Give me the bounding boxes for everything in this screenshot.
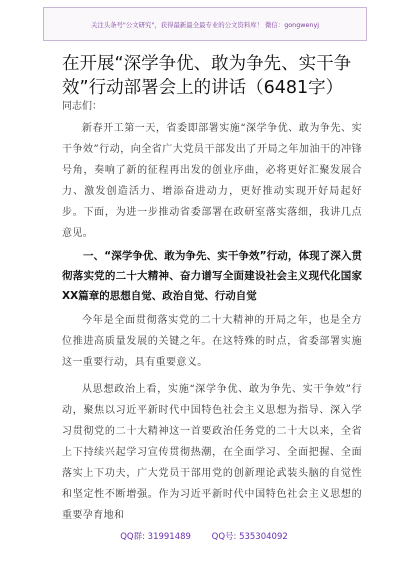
paragraph-political: 从思想政治上看，实施“深学争优、敢为争先、实干争效”行动，聚焦以习近平新时代中国特色社会主义思想为指导、深入学习贯彻党的二十大精神这一首要政治任务党的二十大以来，全省上下持续兴起学习宣传贯彻热潮，在全面学习、全面把握、全面落实上下功夫，广大党员干部用党的创新理论武装头脑的自觉性和坚定性不断增强。作为习近平新时代中国特色社会主义思想的重要孕育地和 [62,384,362,521]
document-body [62,118,362,526]
paragraph-context: 今年是全面贯彻落实党的二十大精神的开局之年，也是全方位推进高质量发展的关键之年。在这特殊的时点，省委部署实施这一重要行动，具有重要意义。 [62,315,362,368]
qq-number-text: QQ号: 535304092 [211,532,288,542]
footer-contact [0,530,408,542]
section-heading-1: 一、“深学争优、敢为争先、实干争效”行动，体现了深入贯彻落实党的二十大精神、奋力谱写全面建设社会主义现代化国家XX篇章的思想自觉、政治自觉、行动自觉 [62,250,362,302]
salutation: 同志们： [62,101,102,112]
document-title: 在开展“深学争优、敢为争先、实干争效”行动部署会上的讲话（6481字） [62,54,352,98]
qq-group-text: QQ群: 31991489 [120,532,191,542]
banner-text: 关注头条号"公文研究"，获得最新最全最专业的公文资料库！ 微信：gongwenyj [90,20,320,29]
paragraph-intro: 新春开工第一天，省委即部署实施“深学争优、敢为争先、实干争效”行动，向全省广大党员干部发出了开局之年加油干的冲锋号角，奏响了新的征程再出发的创业序曲，必将更好汇聚发展合力、激发创造活力、增添奋进动力，更好推动实现开好局起好步。下面，为进一步推动省委部署在政研室落实落细，我讲几点意见。 [62,123,362,239]
top-banner [43,7,367,41]
